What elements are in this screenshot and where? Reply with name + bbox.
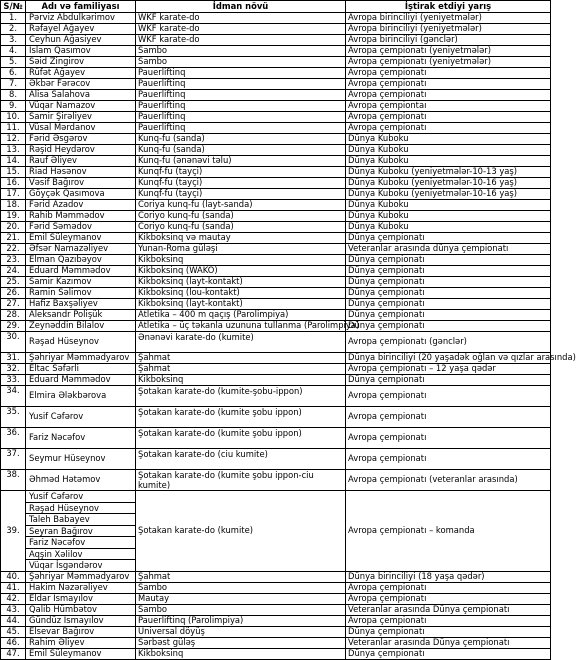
sport-type: Pauerliftinq [136, 101, 346, 112]
sport-type: Şahmat [136, 364, 346, 375]
row-number: 35. [1, 407, 26, 428]
competition: Avropa birinciliyi (yeniyetmələr) [346, 24, 551, 35]
row-number: 36. [1, 428, 26, 449]
table-body-individual-2 [1, 571, 551, 659]
athlete-name: Əkbər Fərəcov [26, 79, 136, 90]
athlete-name: Rahim Əliyev [26, 637, 136, 648]
competition: Avropa çempionatı [346, 79, 551, 90]
sport-type: Kunq-fu (ənənəvi təlu) [136, 156, 346, 167]
sport-type: Coriyo kunq-fu (sanda) [136, 211, 346, 222]
row-number: 21. [1, 233, 26, 244]
competition: Dünya çempionatı [346, 299, 551, 310]
table-row [1, 266, 551, 277]
sport-type: WKF karate-do [136, 24, 346, 35]
row-number: 33. [1, 375, 26, 386]
team-sport-cell: Şotakan karate-do (kumite) [136, 491, 346, 572]
row-number: 29. [1, 321, 26, 332]
table-row [1, 637, 551, 648]
sport-type: Kikboksinq (lou-kontakt) [136, 288, 346, 299]
athlete-name: Rəfayel Ağayev [26, 24, 136, 35]
table-body-individual [1, 12, 576, 491]
athlete-name: Eduard Məmmədov [26, 375, 136, 386]
competition: Avropa çempionatı – 12 yaşa qədər [346, 364, 551, 375]
competition: Dünya Kuboku (yeniyetmələr-10-16 yaş) [346, 189, 551, 200]
athlete-name: Samir Kazımov [26, 277, 136, 288]
table-row [1, 321, 551, 332]
row-number: 38. [1, 470, 26, 491]
team-member-name: Vüqar İsgəndərov [26, 559, 135, 571]
athlete-name: İslam Qasımov [26, 46, 136, 57]
sport-type: Pauerliftinq [136, 123, 346, 134]
sport-type: Kikboksinq və mautay [136, 233, 346, 244]
row-number: 18. [1, 200, 26, 211]
row-number: 4. [1, 46, 26, 57]
sport-type: Kunqf-fu (tayçi) [136, 189, 346, 200]
athlete-name: Elman Qazıbəyov [26, 255, 136, 266]
competition: Dünya çempionatı [346, 233, 551, 244]
athlete-name: Fərid Səmədov [26, 222, 136, 233]
athlete-name: Gündüz İsmayılov [26, 615, 136, 626]
competition: Avropa çempionatı [346, 68, 551, 79]
sport-type: Universal döyüş [136, 626, 346, 637]
competition: Avropa çempiontaı [346, 101, 551, 112]
table-row [1, 46, 551, 57]
row-number: 44. [1, 615, 26, 626]
row-number: 1. [1, 13, 26, 24]
row-number: 42. [1, 593, 26, 604]
table-row [1, 626, 551, 637]
sport-type: Kikboksinq [136, 648, 346, 659]
athlete-name: Eduard Məmmədov [26, 266, 136, 277]
row-number: 30. [1, 332, 26, 353]
athlete-name: Eltac Səfərli [26, 364, 136, 375]
row-number: 31. [1, 353, 26, 364]
sport-type: Sərbəst güləş [136, 637, 346, 648]
table-row [1, 277, 551, 288]
competition: Dünya çempionatı [346, 266, 551, 277]
sport-type: Coriyo kunq-fu (sanda) [136, 222, 346, 233]
table-row [1, 310, 551, 321]
athlete-name: Eldar İsmayılov [26, 593, 136, 604]
team-names-cell [26, 491, 136, 572]
team-member-name: Taleh Babayev [26, 513, 135, 525]
sport-type: Kikboksinq [136, 255, 346, 266]
athlete-name: Pərviz Abdulkərimov [26, 13, 136, 24]
team-member-name: Yusif Cəfərov [29, 491, 84, 501]
table-row [1, 90, 551, 101]
competition: Avropa çempionatı [346, 449, 551, 470]
competition: Avropa çempionatı [346, 386, 551, 407]
athlete-name: Riad Həsənov [26, 167, 136, 178]
row-number: 8. [1, 90, 26, 101]
header-event: İştirak etdiyi yarış [346, 1, 551, 13]
sport-type: Şahmat [136, 571, 346, 582]
table-row [1, 167, 551, 178]
table-row [1, 364, 551, 375]
sport-type: Sambo [136, 582, 346, 593]
table-row [1, 233, 551, 244]
table-row [1, 222, 551, 233]
row-number: 17. [1, 189, 26, 200]
table-row [1, 407, 551, 428]
competition: Dünya Kuboku [346, 156, 551, 167]
sport-type: Kikboksinq (WAKO) [136, 266, 346, 277]
table-row [1, 299, 551, 310]
sport-type: Pauerliftinq [136, 68, 346, 79]
table-row [1, 386, 551, 407]
header-name: Adı və familiyası [26, 1, 136, 13]
table-row [1, 24, 551, 35]
athlete-name: Fariz Nəcəfov [26, 428, 136, 449]
row-number: 43. [1, 604, 26, 615]
row-number: 32. [1, 364, 26, 375]
sport-type: Kunqf-fu (tayçi) [136, 167, 346, 178]
sport-type: Şotakan karate-do (kumite şobu ippon) [136, 428, 346, 449]
table-row [1, 648, 551, 659]
row-number: 19. [1, 211, 26, 222]
team-member-name: Rəşad Hüseynov [26, 502, 135, 514]
row-number: 45. [1, 626, 26, 637]
athlete-name: Yusif Cəfərov [26, 407, 136, 428]
row-number: 34. [1, 386, 26, 407]
table-row [1, 13, 551, 24]
athlete-name: Rüfət Ağayev [26, 68, 136, 79]
table-row [1, 57, 551, 68]
table-row [1, 353, 551, 364]
table-row [1, 428, 551, 449]
athlete-name: Hafiz Baxşəliyev [26, 299, 136, 310]
athlete-name: Vüsal Mərdanov [26, 123, 136, 134]
athlete-name: Zeynəddin Bilalov [26, 321, 136, 332]
athlete-name: Fərid Əsgərov [26, 134, 136, 145]
sport-type: Pauerliftinq (Parolimpiya) [136, 615, 346, 626]
competition: Avropa çempionatı [346, 112, 551, 123]
table-row [1, 244, 551, 255]
competition: Dünya Kuboku [346, 134, 551, 145]
table-body-team [1, 491, 551, 572]
athlete-name: Əhməd Hətəmov [26, 470, 136, 491]
sport-type: Şotakan karate-do (kumite şobu ippon-ciu kumite) [136, 470, 346, 491]
sport-type: Kunq-fu (sanda) [136, 134, 346, 145]
athlete-name: Alisa Salahova [26, 90, 136, 101]
table-row [1, 332, 551, 353]
sport-type: Kunq-fu (sanda) [136, 145, 346, 156]
table-row [1, 449, 551, 470]
sport-type: Sambo [136, 57, 346, 68]
table-row [1, 375, 551, 386]
competition: Avropa çempionatı [346, 615, 551, 626]
athlete-name: Vüqar Namazov [26, 101, 136, 112]
row-number: 41. [1, 582, 26, 593]
table-row [1, 200, 551, 211]
sport-type: Sambo [136, 604, 346, 615]
table-row [1, 470, 551, 491]
row-number: 28. [1, 310, 26, 321]
athlete-name: Qalib Hümbətov [26, 604, 136, 615]
row-number: 13. [1, 145, 26, 156]
row-number: 7. [1, 79, 26, 90]
athlete-name: Şəhriyar Məmmədyarov [26, 353, 136, 364]
competition: Veteranlar arasında dünya çempionatı [346, 244, 551, 255]
sport-type: Coriya kunq-fu (layt-sanda) [136, 200, 346, 211]
row-number: 24. [1, 266, 26, 277]
row-number: 46. [1, 637, 26, 648]
header-sport: İdman növü [136, 1, 346, 13]
table-row [1, 101, 551, 112]
team-member-name: Fariz Nəcəfov [26, 536, 135, 548]
competition: Avropa çempionatı [346, 407, 551, 428]
team-member-name: Aqşin Xəlilov [26, 548, 135, 560]
table-row [1, 255, 551, 266]
row-number: 15. [1, 167, 26, 178]
team-names-list [26, 491, 135, 571]
athlete-name: Rəşid Heydərov [26, 145, 136, 156]
competition: Dünya çempionatı [346, 288, 551, 299]
competition: Avropa çempionatı [346, 582, 551, 593]
table-row [1, 211, 551, 222]
athlete-name: Rahib Məmmədov [26, 211, 136, 222]
table-row [1, 156, 551, 167]
row-number: 10. [1, 112, 26, 123]
competition: Veteranlar arasında Dünya çempionatı [346, 637, 551, 648]
sport-type: Şotakan karate-do (ciu kumite) [136, 449, 346, 470]
header-number: S/№ [1, 1, 26, 13]
athlete-name: Göyçək Qasımova [26, 189, 136, 200]
table-row [1, 604, 551, 615]
sport-type: Kikboksinq (layt-kontakt) [136, 277, 346, 288]
team-row-number: 39. [1, 491, 26, 572]
sport-type: WKF karate-do [136, 13, 346, 24]
row-number: 25. [1, 277, 26, 288]
row-number: 11. [1, 123, 26, 134]
table-row [1, 571, 551, 582]
table-row [1, 112, 551, 123]
competition: Avropa çempionatı (yeniyetmələr) [346, 57, 551, 68]
row-number: 47. [1, 648, 26, 659]
row-number: 9. [1, 101, 26, 112]
athlete-name: Samir Şirəliyev [26, 112, 136, 123]
sport-type: Şahmat [136, 353, 346, 364]
competition: Avropa çempionatı [346, 123, 551, 134]
competition: Dünya çempionatı [346, 321, 551, 332]
sport-type: Atletika – üç təkanla uzununa tullanma (Parolimpiya) [136, 321, 346, 332]
sport-type: Yunan-Roma güləşi [136, 244, 346, 255]
sport-type: Kikboksinq [136, 375, 346, 386]
athlete-name: Fərid Azadov [26, 200, 136, 211]
row-number: 3. [1, 35, 26, 46]
competition: Dünya Kuboku [346, 145, 551, 156]
sport-type: Şotakan karate-do (kumite şobu ippon) [136, 407, 346, 428]
competition: Dünya Kuboku [346, 211, 551, 222]
athlete-name: Şəhriyar Məmmədyarov [26, 571, 136, 582]
row-number: 16. [1, 178, 26, 189]
competition: Dünya Kuboku (yeniyetmələr-10-16 yaş) [346, 178, 551, 189]
athlete-name: Hakim Nəzərəliyev [26, 582, 136, 593]
table-row [1, 582, 551, 593]
competition: Dünya çempionatı [346, 375, 551, 386]
row-number: 2. [1, 24, 26, 35]
table-header-row [1, 1, 551, 13]
row-number: 40. [1, 571, 26, 582]
table-row [1, 68, 551, 79]
sport-type: Mautay [136, 593, 346, 604]
row-number: 27. [1, 299, 26, 310]
row-number: 5. [1, 57, 26, 68]
competition: Dünya birinciliyi (20 yaşadək oğlan və qızlar arasında) [346, 353, 551, 364]
competition: Dünya Kuboku [346, 222, 551, 233]
competition: Avropa çempionatı (gənclər) [346, 332, 551, 353]
sport-type: Pauerliftinq [136, 79, 346, 90]
competition: Avropa çempionatı [346, 593, 551, 604]
athlete-name: Aleksandr Polişük [26, 310, 136, 321]
table-row [1, 145, 551, 156]
competition: Dünya çempionatı [346, 626, 551, 637]
table-row [1, 79, 551, 90]
competition: Avropa çempionatı [346, 90, 551, 101]
table-row [1, 134, 551, 145]
table-row [1, 178, 551, 189]
sport-type: Sambo [136, 46, 346, 57]
athlete-name: Elmira Ələkbərova [26, 386, 136, 407]
competition: Dünya çempionatı [346, 277, 551, 288]
athlete-name: Əfsər Namazəliyev [26, 244, 136, 255]
table-row [1, 189, 551, 200]
team-member-name: Seyran Bağırov [26, 525, 135, 537]
athlete-name: Ramin Səlimov [26, 288, 136, 299]
competition: Dünya Kuboku [346, 200, 551, 211]
table-row-team [1, 491, 551, 572]
row-number: 20. [1, 222, 26, 233]
athlete-name: Emil Süleymanov [26, 233, 136, 244]
athlete-name: Emil Süleymanov [26, 648, 136, 659]
table-row [1, 288, 551, 299]
team-event-cell: Avropa çempionatı – komanda [346, 491, 551, 572]
competition: Veteranlar arasında Dünya çempionatı [346, 604, 551, 615]
athlete-name: Elsevar Bağırov [26, 626, 136, 637]
sport-type: Kunqf-fu (tayçi) [136, 178, 346, 189]
row-number: 23. [1, 255, 26, 266]
row-number: 22. [1, 244, 26, 255]
athlete-name: Rauf Əliyev [26, 156, 136, 167]
sport-type: WKF karate-do [136, 35, 346, 46]
sport-type: Kikboksinq (layt-kontakt) [136, 299, 346, 310]
athlete-name: Seymur Hüseynov [26, 449, 136, 470]
competition: Dünya Kuboku (yeniyetmələr-10-13 yaş) [346, 167, 551, 178]
sport-type: Ənənəvi karate-do (kumite) [136, 332, 346, 353]
competition: Avropa birinciliyi (gənclər) [346, 35, 551, 46]
athlete-name: Ceyhun Ağasiyev [26, 35, 136, 46]
sport-type: Atletika – 400 m qaçış (Parolimpiya) [136, 310, 346, 321]
row-number: 6. [1, 68, 26, 79]
competition: Avropa çempionatı (yeniyetmələr) [346, 46, 551, 57]
table-row [1, 35, 551, 46]
sport-type: Pauerliftinq [136, 90, 346, 101]
competition: Dünya çempionatı [346, 310, 551, 321]
table-row [1, 123, 551, 134]
row-number: 37. [1, 449, 26, 470]
competition: Avropa çempionatı (veteranlar arasında) [346, 470, 551, 491]
table-row [1, 615, 551, 626]
competition: Avropa çempionatı [346, 428, 551, 449]
competition: Dünya birinciliyi (18 yaşa qədər) [346, 571, 551, 582]
sport-type: Pauerliftinq [136, 112, 346, 123]
row-number: 12. [1, 134, 26, 145]
competition: Avropa birinciliyi (yeniyetmələr) [346, 13, 551, 24]
table-row [1, 593, 551, 604]
competition: Dünya çempionatı [346, 648, 551, 659]
sport-type: Şotakan karate-do (kumite-şobu-ippon) [136, 386, 346, 407]
athlete-name: Səid Zingirov [26, 57, 136, 68]
row-number: 14. [1, 156, 26, 167]
athlete-name: Rəşad Hüseynov [26, 332, 136, 353]
competition: Dünya çempionatı [346, 255, 551, 266]
row-number: 26. [1, 288, 26, 299]
athlete-name: Vəsif Bağırov [26, 178, 136, 189]
